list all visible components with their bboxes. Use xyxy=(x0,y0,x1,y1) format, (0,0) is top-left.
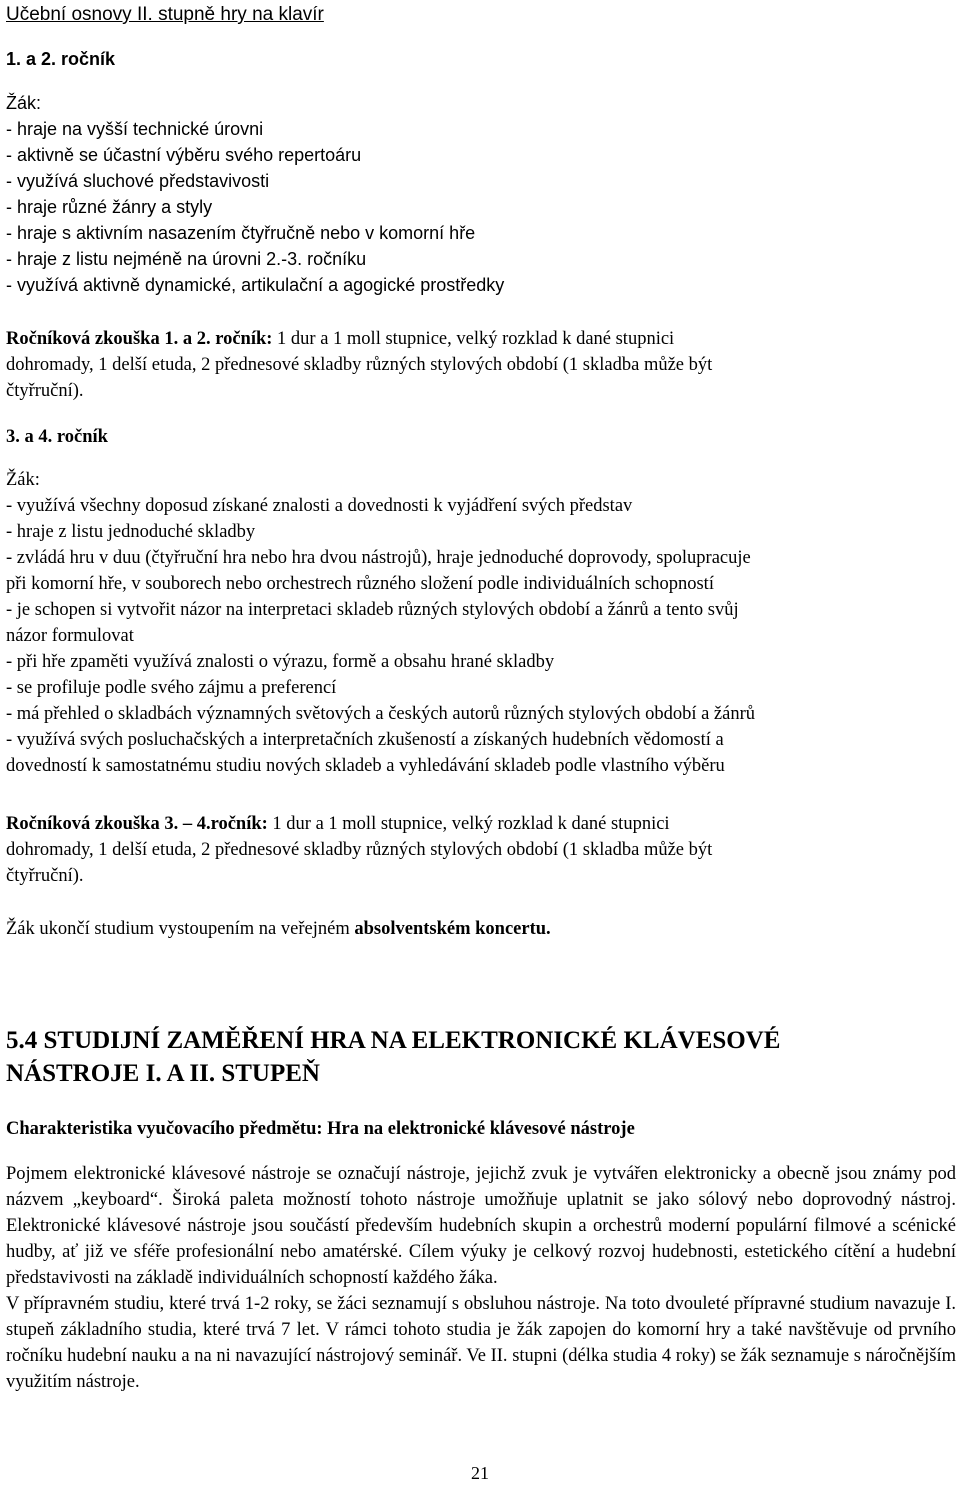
body-text xyxy=(6,1161,956,1395)
list-line: - má přehled o skladbách významných světových a českých autorů různých stylových období a žánrů xyxy=(6,704,756,724)
zak-label: Žák: xyxy=(6,470,40,490)
list-line: dovedností k samostatnému studiu nových skladeb a vyhledávání skladeb podle vlastního výběru xyxy=(6,756,725,776)
page-title-block xyxy=(6,0,954,30)
section-heading: 1. a 2. ročník xyxy=(6,49,116,69)
chapter-heading-line: NÁSTROJE I. A II. STUPEŇ xyxy=(6,1060,320,1087)
exam-label: Ročníková zkouška 3. – 4.ročník: xyxy=(6,814,268,834)
paragraph: V přípravném studiu, které trvá 1-2 roky, se žáci seznamují s obsluhou nástroje. Na toto dvouleté přípravné studium navazuje I. stupeň základního studia, které trvá 7 let. V rámci tohoto studia je žák zapojen do komorní hry a také navštěvuje od prvního ročníku hudební nauku a na ni navazující nástrojový seminář. Ve II. stupni (délka studia 4 roky) se žák seznamuje s náročnějším využitím nástroje. xyxy=(6,1294,956,1392)
ending-sentence xyxy=(6,916,954,942)
characteristics-heading: Charakteristika vyučovacího předmětu: Hra na elektronické klávesové nástroje xyxy=(6,1119,635,1139)
paragraph: Pojmem elektronické klávesové nástroje se označují nástroje, jejichž zvuk je vytvářen elektronicky a obecně jsou známy pod názvem „keyboard“. Široká paleta možností tohoto nástroje umožňuje uplatnit se jako sólový nebo doprovodný nástroj. Elektronické klávesové nástroje jsou součástí především hudebních skupin a orchestrů moderní populární filmové a scénické hudby, ať již ve sféře profesionální nebo amatérské. Cílem výuky je celkový rozvoj hudebnosti, estetického cítění a hudební představivosti na základě individuálních schopností každého žáka. xyxy=(6,1164,956,1288)
page-title: Učební osnovy II. stupně hry na klavír xyxy=(6,4,324,25)
list-item: - hraje z listu nejméně na úrovni 2.-3. ročníku xyxy=(6,249,367,269)
list-line: - je schopen si vytvořit názor na interpretaci skladeb různých stylových období a žánrů a tento svůj xyxy=(6,600,739,620)
characteristics-heading-block xyxy=(6,1116,954,1142)
list-line: při komorní hře, v souborech nebo orchestrech různého složení podle individuálních schopností xyxy=(6,574,714,594)
chapter-heading xyxy=(6,1024,954,1090)
list-line: - využívá svých posluchačských a interpretačních zkušeností a získaných hudebních vědomostí a xyxy=(6,730,724,750)
exam-text: dohromady, 1 delší etuda, 2 přednesové skladby různých stylových období (1 skladba může být xyxy=(6,840,713,860)
exam-text: čtyřruční). xyxy=(6,866,84,886)
list-line: - využívá všechny doposud získané znalosti a dovednosti k vyjádření svých představ xyxy=(6,496,633,516)
list-line: - se profiluje podle svého zájmu a preferencí xyxy=(6,678,337,698)
list-item: - hraje s aktivním nasazením čtyřručně nebo v komorní hře xyxy=(6,223,476,243)
zak-label: Žák: xyxy=(6,93,42,113)
list-line: - při hře zpaměti využívá znalosti o výrazu, formě a obsahu hrané skladby xyxy=(6,652,555,672)
exam-3-4 xyxy=(6,811,954,889)
exam-text: dohromady, 1 delší etuda, 2 přednesové skladby různých stylových období (1 skladba může být xyxy=(6,355,713,375)
ending-text: Žák ukončí studium vystoupením na veřejném xyxy=(6,919,355,939)
exam-label: Ročníková zkouška 1. a 2. ročník: xyxy=(6,329,273,349)
section-3-4-rocnik xyxy=(6,424,954,779)
list-item: - využívá aktivně dynamické, artikulační a agogické prostředky xyxy=(6,275,505,295)
chapter-heading-line: 5.4 STUDIJNÍ ZAMĚŘENÍ HRA NA ELEKTRONICKÉ KLÁVESOVÉ xyxy=(6,1027,781,1054)
list-item: - využívá sluchové představivosti xyxy=(6,171,270,191)
section-1-2-rocnik xyxy=(6,46,954,298)
exam-text: 1 dur a 1 moll stupnice, velký rozklad k dané stupnici xyxy=(272,329,675,349)
list-item: - hraje různé žánry a styly xyxy=(6,197,213,217)
list-item: - aktivně se účastní výběru svého repertoáru xyxy=(6,145,362,165)
exam-1-2 xyxy=(6,326,954,404)
list-item: - hraje na vyšší technické úrovni xyxy=(6,119,264,139)
section-heading: 3. a 4. ročník xyxy=(6,427,108,447)
list-line: názor formulovat xyxy=(6,626,134,646)
page-number: 21 xyxy=(471,1463,489,1483)
exam-text: 1 dur a 1 moll stupnice, velký rozklad k dané stupnici xyxy=(267,814,670,834)
exam-text: čtyřruční). xyxy=(6,381,84,401)
list-line: - hraje z listu jednoduché skladby xyxy=(6,522,256,542)
ending-bold: absolventském koncertu. xyxy=(354,919,551,939)
list-line: - zvládá hru v duu (čtyřruční hra nebo hra dvou nástrojů), hraje jednoduché doprovody, spolupracuje xyxy=(6,548,751,568)
page-number-block xyxy=(0,1462,960,1484)
